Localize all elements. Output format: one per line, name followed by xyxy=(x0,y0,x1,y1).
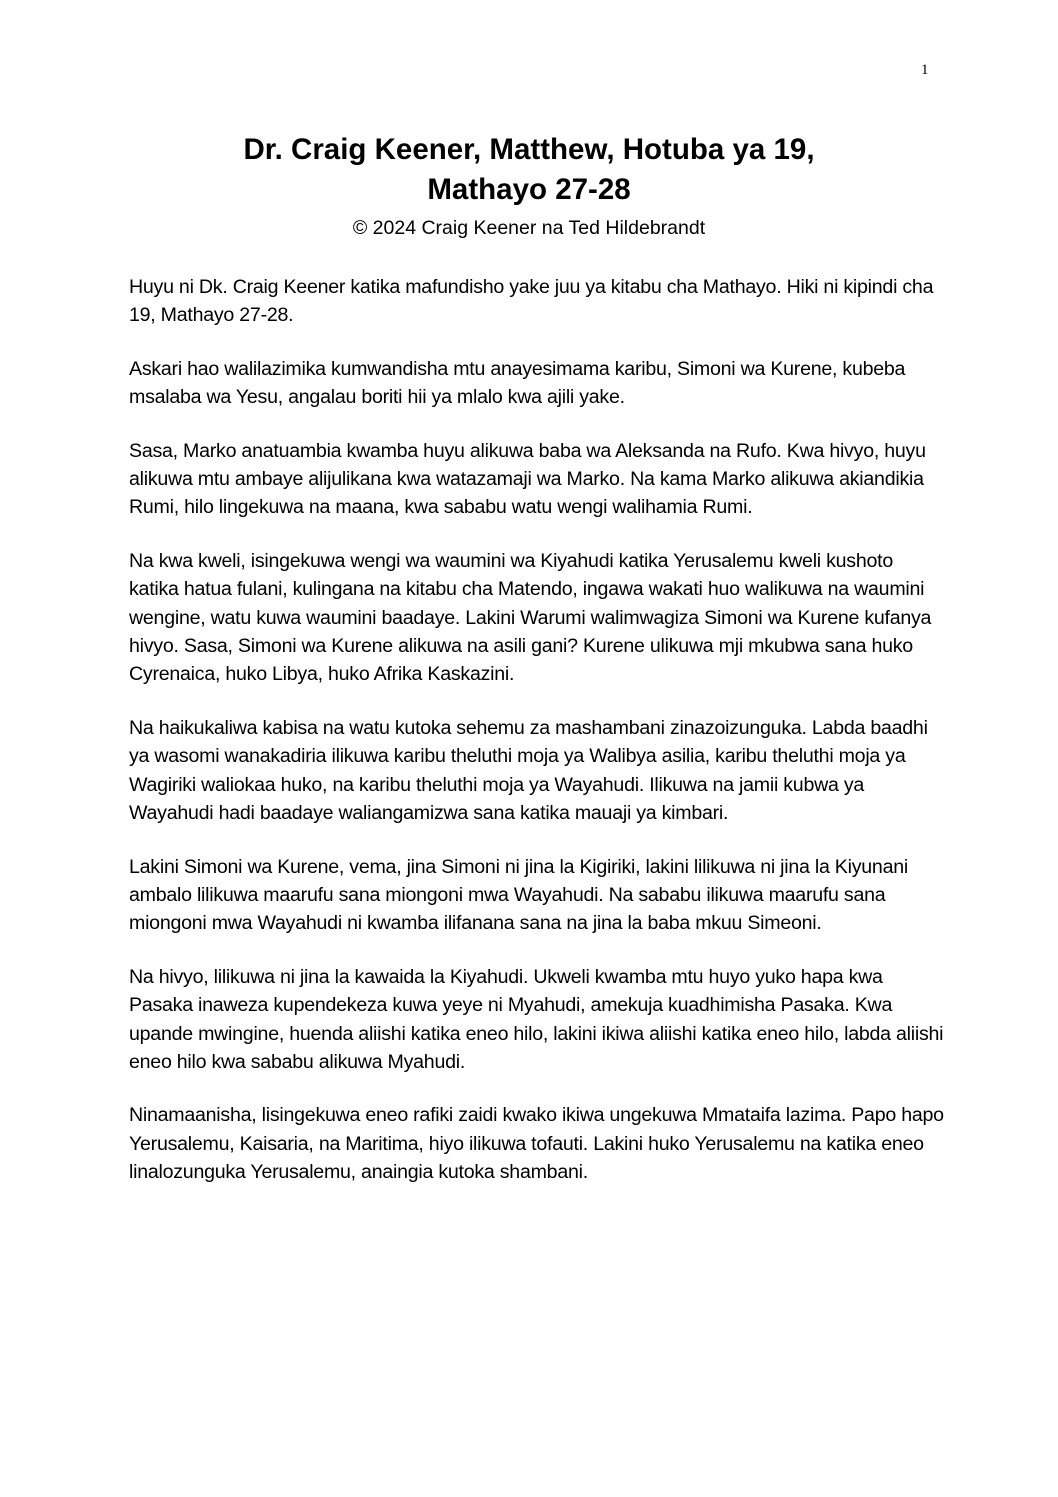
document-title-line-2: Mathayo 27-28 xyxy=(427,173,631,206)
paragraph: Sasa, Marko anatuambia kwamba huyu alikuwa baba wa Aleksanda na Rufo. Kwa hivyo, huyu alikuwa mtu ambaye alijulikana kwa watazamaji wa Marko. Na kama Marko alikuwa akiandikia Rumi, hilo lingekuwa na maana, kwa sababu watu wengi walihamia Rumi. xyxy=(129,439,926,519)
page-number: 1 xyxy=(921,62,929,78)
document-body xyxy=(129,273,944,1212)
paragraph: Na kwa kweli, isingekuwa wengi wa waumini wa Kiyahudi katika Yerusalemu kweli kushoto katika hatua fulani, kulingana na kitabu cha Matendo, ingawa wakati huo walikuwa na waumini wengine, watu kuwa waumini baadaye. Lakini Warumi walimwagiza Simoni wa Kurene kufanya hivyo. Sasa, Simoni wa Kurene alikuwa na asili gani? Kurene ulikuwa mji mkubwa sana huko Cyrenaica, huko Libya, huko Afrika Kaskazini. xyxy=(129,549,932,686)
paragraph: Ninamaanisha, lisingekuwa eneo rafiki zaidi kwako ikiwa ungekuwa Mmataifa lazima. Papo hapo Yerusalemu, Kaisaria, na Maritima, hiyo ilikuwa tofauti. Lakini huko Yerusalemu na katika eneo linalozunguka Yerusalemu, anaingia kutoka shambani. xyxy=(129,1104,944,1184)
paragraph: Na hivyo, lilikuwa ni jina la kawaida la Kiyahudi. Ukweli kwamba mtu huyo yuko hapa kwa Pasaka inaweza kupendekeza kuwa yeye ni Myahudi, amekuja kuadhimisha Pasaka. Kwa upande mwingine, huenda aliishi katika eneo hilo, lakini ikiwa aliishi katika eneo hilo, labda aliishi eneo hilo kwa sababu alikuwa Myahudi. xyxy=(129,965,944,1073)
document-title-line-1: Dr. Craig Keener, Matthew, Hotuba ya 19, xyxy=(243,133,815,166)
paragraph: Lakini Simoni wa Kurene, vema, jina Simoni ni jina la Kigiriki, lakini lilikuwa ni jina la Kiyunani ambalo lilikuwa maarufu sana miongoni mwa Wayahudi. Na sababu ilikuwa maarufu sana miongoni mwa Wayahudi ni kwamba ilifanana sana na jina la baba mkuu Simeoni. xyxy=(129,855,908,935)
paragraph: Huyu ni Dk. Craig Keener katika mafundisho yake juu ya kitabu cha Mathayo. Hiki ni kipindi cha 19, Mathayo 27-28. xyxy=(129,276,934,327)
document-header xyxy=(0,130,1058,242)
copyright-notice: © 2024 Craig Keener na Ted Hildebrandt xyxy=(352,217,706,239)
paragraph: Askari hao walilazimika kumwandisha mtu anayesimama karibu, Simoni wa Kurene, kubeba msalaba wa Yesu, angalau boriti hii ya mlalo kwa ajili yake. xyxy=(129,357,906,409)
paragraph: Na haikukaliwa kabisa na watu kutoka sehemu za mashambani zinazoizunguka. Labda baadhi ya wasomi wanakadiria ilikuwa karibu theluthi moja ya Walibya asilia, karibu theluthi moja ya Wagiriki waliokaa huko, na karibu theluthi moja ya Wayahudi. Ilikuwa na jamii kubwa ya Wayahudi hadi baadaye waliangamizwa sana katika mauaji ya kimbari. xyxy=(129,716,928,825)
